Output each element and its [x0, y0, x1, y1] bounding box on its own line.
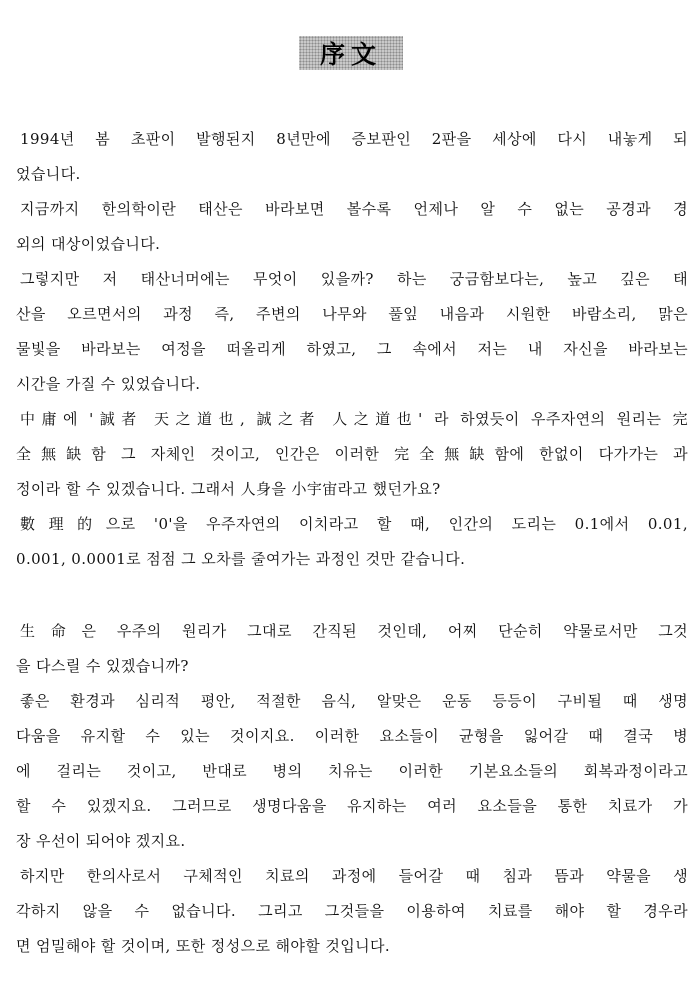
- text-line: 0.001, 0.0001로 점점 그 오차를 줄여가는 과정인 것만 같습니다.: [16, 550, 466, 568]
- text-line: 數理的으로 '0'을 우주자연의 이치라고 할 때, 인간의 도리는 0.1에서 0.01,: [20, 515, 688, 533]
- text-line: 각하지 않을 수 없습니다. 그리고 그것들을 이용하여 치료를 해야 할 경우라: [16, 902, 688, 920]
- page-title: 序文: [319, 40, 382, 69]
- paragraph: [16, 122, 688, 192]
- paragraph: [16, 614, 688, 684]
- text-line: 물빛을 바라보는 여정을 떠올리게 하였고, 그 속에서 저는 내 자신을 바라보는: [16, 340, 688, 358]
- paragraph: [16, 262, 688, 402]
- text-line: 그렇지만 저 태산너머에는 무엇이 있을까? 하는 궁금함보다는, 높고 깊은 태: [20, 270, 688, 288]
- text-line: 할 수 있겠지요. 그러므로 생명다움을 유지하는 여러 요소들을 통한 치료가 가: [16, 797, 688, 815]
- text-line: 1994년 봄 초판이 발행된지 8년만에 증보판인 2판을 세상에 다시 내놓게 되: [20, 130, 688, 148]
- section-gap: [16, 577, 688, 614]
- text-line: 生命은 우주의 원리가 그대로 간직된 것인데, 어찌 단순히 약물로서만 그것: [20, 622, 688, 640]
- text-line: 中庸에 '誠者 天之道也, 誠之者 人之道也' 라 하였듯이 우주자연의 원리는 完: [20, 410, 688, 428]
- text-line: 산을 오르면서의 과정 즉, 주변의 나무와 풀잎 내음과 시원한 바람소리, 맑은: [16, 305, 688, 323]
- preface-body: [16, 122, 688, 964]
- text-line: 정이라 할 수 있겠습니다. 그래서 人身을 小宇宙라고 했던가요?: [16, 480, 441, 498]
- text-line: 을 다스릴 수 있겠습니까?: [16, 657, 189, 675]
- text-line: 외의 대상이었습니다.: [16, 235, 161, 253]
- paragraph: [16, 684, 688, 859]
- paragraph: [16, 507, 688, 577]
- text-line: 장 우선이 되어야 겠지요.: [16, 832, 186, 850]
- text-line: 에 걸리는 것이고, 반대로 병의 치유는 이러한 기본요소들의 회복과정이라고: [16, 762, 688, 780]
- text-line: 다움을 유지할 수 있는 것이지요. 이러한 요소들이 균형을 잃어갈 때 결국 병: [16, 727, 688, 745]
- title-box: [299, 36, 403, 70]
- text-line: 全無缺함 그 자체인 것이고, 인간은 이러한 完全無缺함에 한없이 다가가는 과: [16, 445, 688, 463]
- text-line: 좋은 환경과 심리적 평안, 적절한 음식, 알맞은 운동 등등이 구비될 때 생명: [20, 692, 688, 710]
- paragraph: [16, 859, 688, 964]
- text-line: 시간을 가질 수 있었습니다.: [16, 375, 201, 393]
- paragraph: [16, 192, 688, 262]
- text-line: 었습니다.: [16, 165, 81, 183]
- text-line: 지금까지 한의학이란 태산은 바라보면 볼수록 언제나 알 수 없는 공경과 경: [20, 200, 688, 218]
- paragraph: [16, 402, 688, 507]
- text-line: 하지만 한의사로서 구체적인 치료의 과정에 들어갈 때 침과 뜸과 약물을 생: [20, 867, 688, 885]
- text-line: 면 엄밀해야 할 것이며, 또한 정성으로 해야할 것입니다.: [16, 937, 391, 955]
